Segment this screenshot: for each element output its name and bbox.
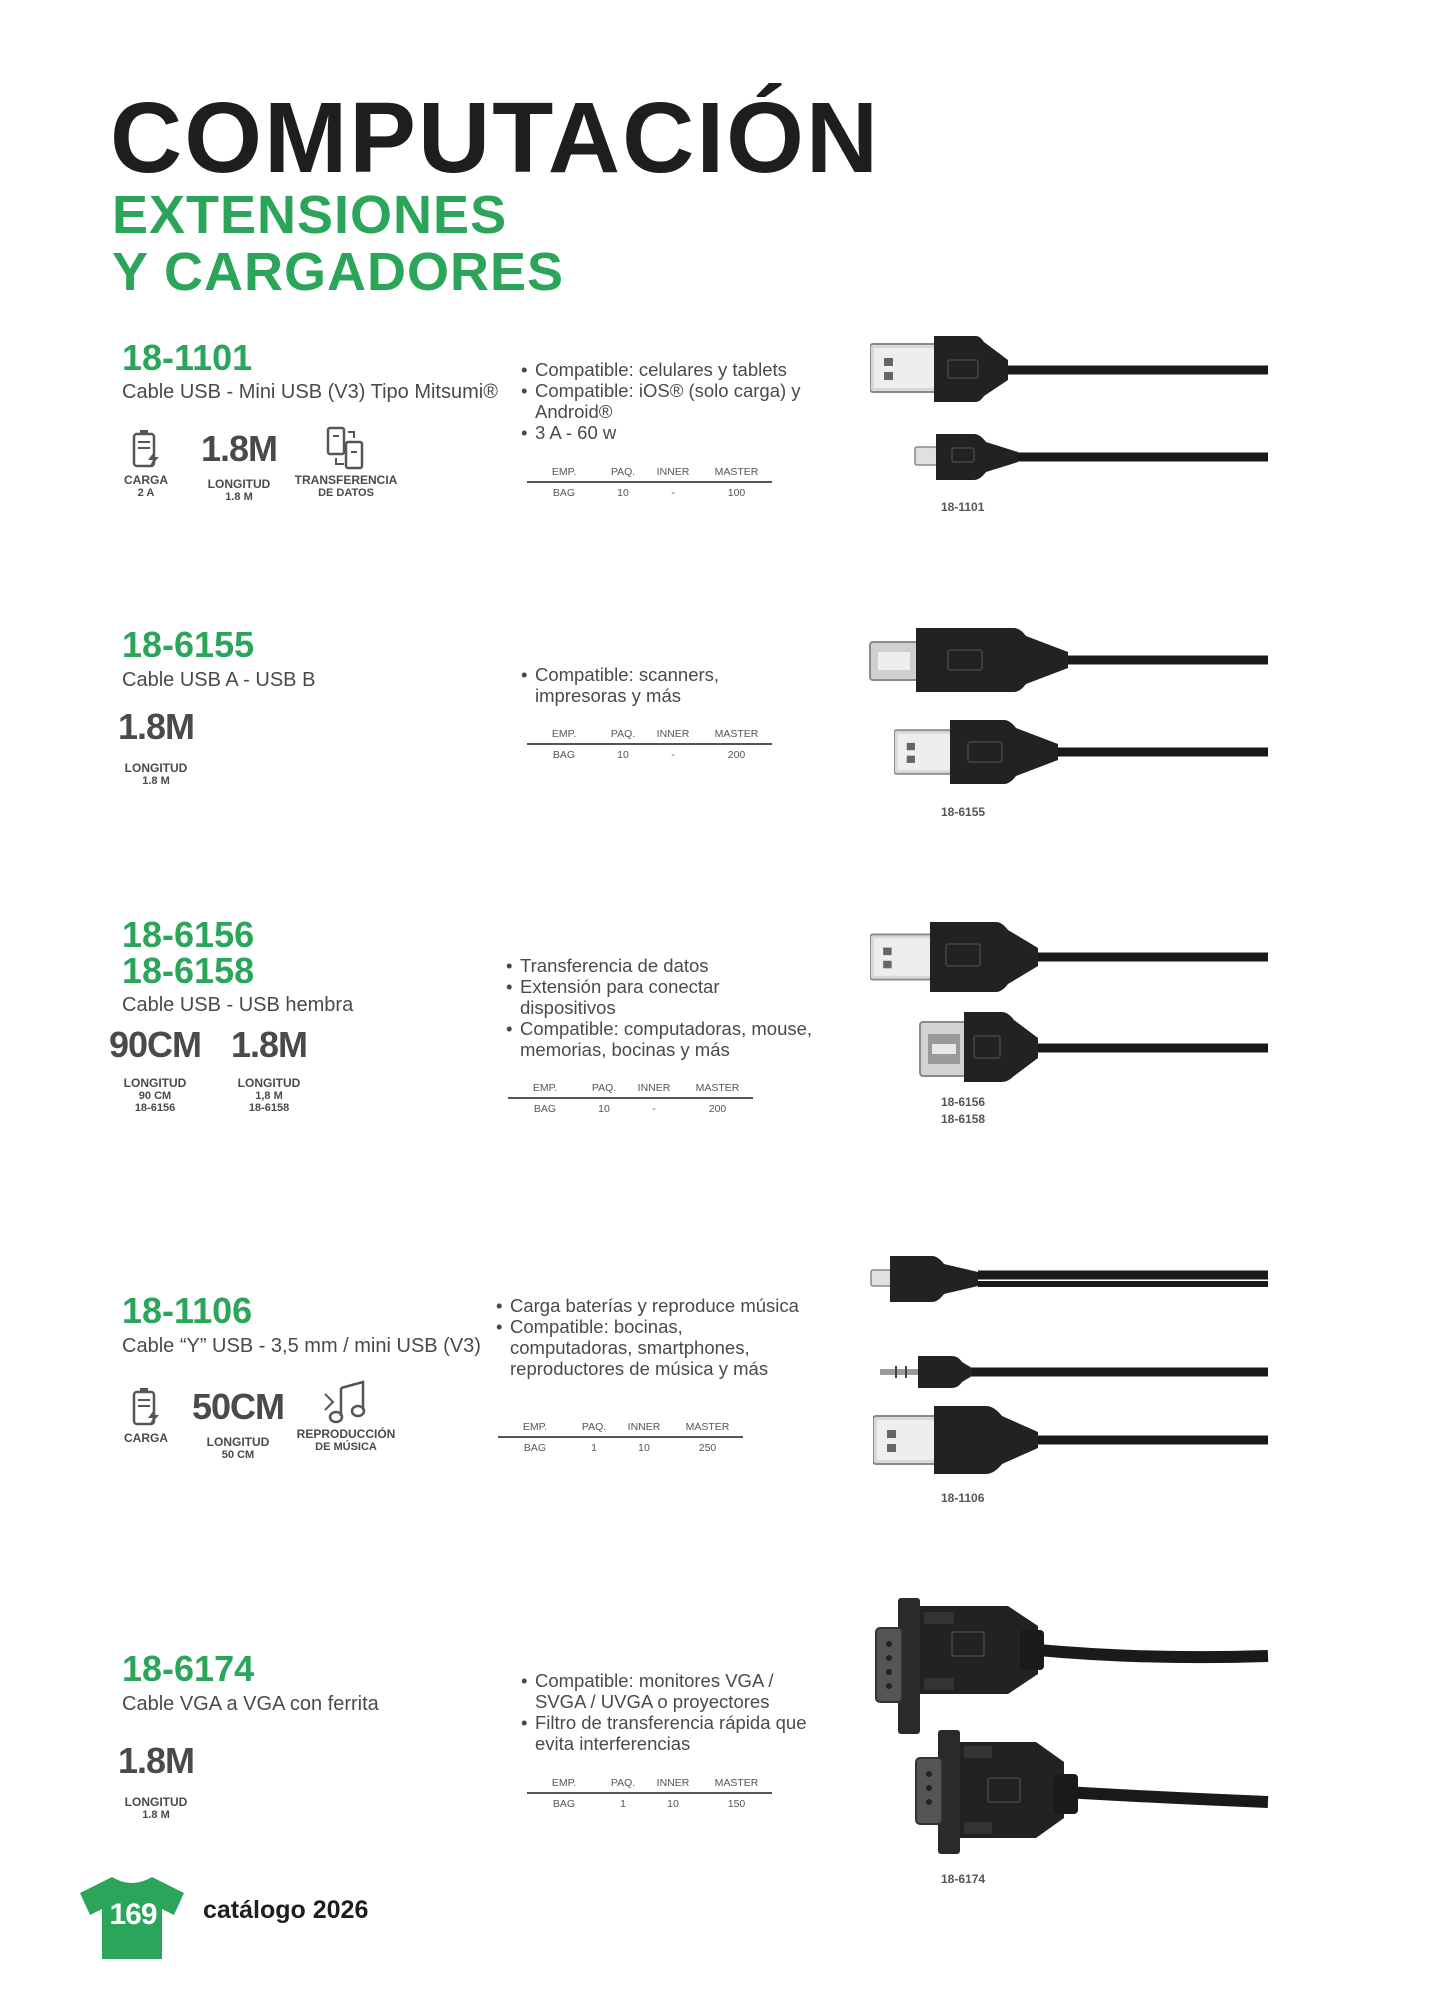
packaging-header-row [527,725,772,745]
length-value: 1.8M [200,428,278,469]
cell: 10 [598,1103,610,1115]
image-code-label: 18-6158 [941,1112,986,1126]
cell: - [652,1103,656,1115]
packaging-table [527,1774,772,1814]
bullet-list [521,1670,821,1754]
feature-value: 50 CM [221,1449,255,1462]
bullet-list [521,664,781,706]
cell: 10 [617,749,629,761]
packaging-table [527,463,772,503]
packaging-row [527,483,772,503]
bullet-item: • Compatible: celulares y tablets [521,359,821,380]
feature-value-code: 18-6156 [134,1102,176,1115]
cell: 250 [698,1442,717,1454]
feature-charge [113,1386,179,1445]
feature-value: DE MÚSICA [315,1441,377,1454]
header-cell: EMP. [522,1421,548,1433]
vga-cable-image [868,1590,1278,1860]
cell: - [671,487,675,499]
feature-label: REPRODUCCIÓN [296,1427,396,1441]
bullet-item: • Transferencia de datos [506,955,816,976]
cell: 1 [620,1798,626,1810]
cell: 10 [667,1798,679,1810]
header-cell: PAQ. [610,1777,636,1789]
bullet-item: • 3 A - 60 w [521,422,821,443]
feature-value: 2 A [137,487,155,500]
page-title: COMPUTACIÓN [110,82,881,194]
packaging-row [527,745,772,765]
usb-a-usb-b-cable-image [868,622,1278,792]
header-cell: PAQ. [610,466,636,478]
packaging-table [527,725,772,765]
packaging-table [508,1079,753,1119]
header-cell: MASTER [714,1777,759,1789]
bullet-list [521,359,821,443]
packaging-table [498,1418,743,1458]
feature-music [290,1380,402,1453]
feature-label: TRANSFERENCIA [294,473,398,487]
cell: BAG [552,487,576,499]
cell: 10 [617,487,629,499]
product-description: Cable “Y” USB - 3,5 mm / mini USB (V3) [122,1335,481,1357]
cell: BAG [533,1103,557,1115]
feature-value: 1.8 M [142,1809,170,1822]
product-description: Cable USB - Mini USB (V3) Tipo Mitsumi® [122,381,498,403]
header-cell: INNER [656,1777,690,1789]
charge-icon [130,428,162,472]
usb-extension-cable-image [868,912,1278,1082]
feature-data-transfer [290,426,402,499]
feature-label: CARGA [124,1431,168,1445]
feature-label: LONGITUD [206,1435,270,1449]
product-description: Cable USB - USB hembra [122,994,354,1016]
section-subtitle-line1: EXTENSIONES [112,185,508,245]
cell: BAG [523,1442,547,1454]
feature-label: LONGITUD [124,761,188,775]
y-usb-cable-image [868,1242,1278,1482]
feature-value-code: 18-6158 [248,1102,290,1115]
length-value: 50CM [191,1386,285,1427]
header-cell: EMP. [551,728,577,740]
header-cell: INNER [656,728,690,740]
header-cell: INNER [656,466,690,478]
header-cell: MASTER [714,466,759,478]
packaging-header-row [527,1774,772,1794]
header-cell: MASTER [714,728,759,740]
bullet-item: • Compatible: computadoras, mouse, memorias, bocinas y más [506,1018,816,1060]
cell: BAG [552,1798,576,1810]
image-code-label: 18-1106 [941,1491,985,1505]
feature-label: LONGITUD [124,1795,188,1809]
feature-length-1-8m [224,1024,314,1115]
bullet-list [506,955,816,1060]
header-cell: INNER [627,1421,661,1433]
section-subtitle-line2: Y CARGADORES [112,242,565,302]
bullet-item: • Extensión para conectar dispositivos [506,976,816,1018]
feature-length [186,1386,290,1462]
product-description: Cable VGA a VGA con ferrita [122,1693,379,1715]
feature-label: LONGITUD [237,1076,301,1090]
length-value: 1.8M [117,1740,195,1781]
product-code: 18-6158 [122,950,255,991]
feature-charge [113,428,179,499]
data-transfer-icon [324,426,368,472]
feature-value: 1,8 M [255,1090,283,1103]
cell: 10 [638,1442,650,1454]
feature-length [196,428,282,504]
packaging-row [498,1438,743,1458]
feature-value: 1.8 M [225,491,253,504]
header-cell: EMP. [551,1777,577,1789]
header-cell: PAQ. [581,1421,607,1433]
feature-value: 1.8 M [142,775,170,788]
cell: 200 [727,749,746,761]
music-icon [323,1380,369,1426]
product-description: Cable USB A - USB B [122,669,316,691]
page-number: 169 [109,1898,157,1931]
header-cell: MASTER [695,1082,740,1094]
cell: - [671,749,675,761]
length-value: 90CM [108,1024,202,1065]
packaging-row [508,1099,753,1119]
length-value: 1.8M [117,706,195,747]
image-code-label: 18-1101 [941,500,985,514]
packaging-header-row [508,1079,753,1099]
product-code: 18-1101 [122,337,253,378]
bullet-item: • Compatible: scanners, impresoras y más [521,664,781,706]
bullet-item: • Compatible: bocinas, computadoras, smartphones, reproductores de música y más [496,1316,806,1379]
product-code: 18-6155 [122,624,255,665]
cell: 100 [727,487,746,499]
cell: 1 [591,1442,597,1454]
feature-label: LONGITUD [207,477,271,491]
header-cell: INNER [637,1082,671,1094]
header-cell: PAQ. [610,728,636,740]
usb-mini-usb-cable-image [868,330,1278,490]
product-code: 18-1106 [122,1290,253,1331]
product-code: 18-6156 [122,914,255,955]
bullet-list [496,1295,806,1379]
feature-length [110,706,202,788]
packaging-header-row [498,1418,743,1438]
cell: 150 [727,1798,746,1810]
header-cell: EMP. [532,1082,558,1094]
catalog-label: catálogo 2026 [203,1896,369,1924]
packaging-row [527,1794,772,1814]
bullet-item: • Compatible: iOS® (solo carga) y Android® [521,380,821,422]
image-code-label: 18-6174 [941,1872,986,1886]
header-cell: PAQ. [591,1082,617,1094]
feature-value: 90 CM [138,1090,172,1103]
packaging-header-row [527,463,772,483]
cell: BAG [552,749,576,761]
image-code-label: 18-6156 [941,1095,986,1109]
image-code-label: 18-6155 [941,805,986,819]
header-cell: EMP. [551,466,577,478]
product-code: 18-6174 [122,1648,255,1689]
charge-icon [130,1386,162,1430]
feature-label: CARGA [124,473,168,487]
header-cell: MASTER [685,1421,730,1433]
cell: 200 [708,1103,727,1115]
feature-length [110,1740,202,1822]
feature-length-90cm [104,1024,206,1115]
bullet-item: • Carga baterías y reproduce música [496,1295,806,1316]
feature-value: DE DATOS [318,487,374,500]
bullet-item: • Filtro de transferencia rápida que evita interferencias [521,1712,821,1754]
bullet-item: • Compatible: monitores VGA / SVGA / UVGA o proyectores [521,1670,821,1712]
feature-label: LONGITUD [123,1076,187,1090]
length-value: 1.8M [230,1024,308,1065]
